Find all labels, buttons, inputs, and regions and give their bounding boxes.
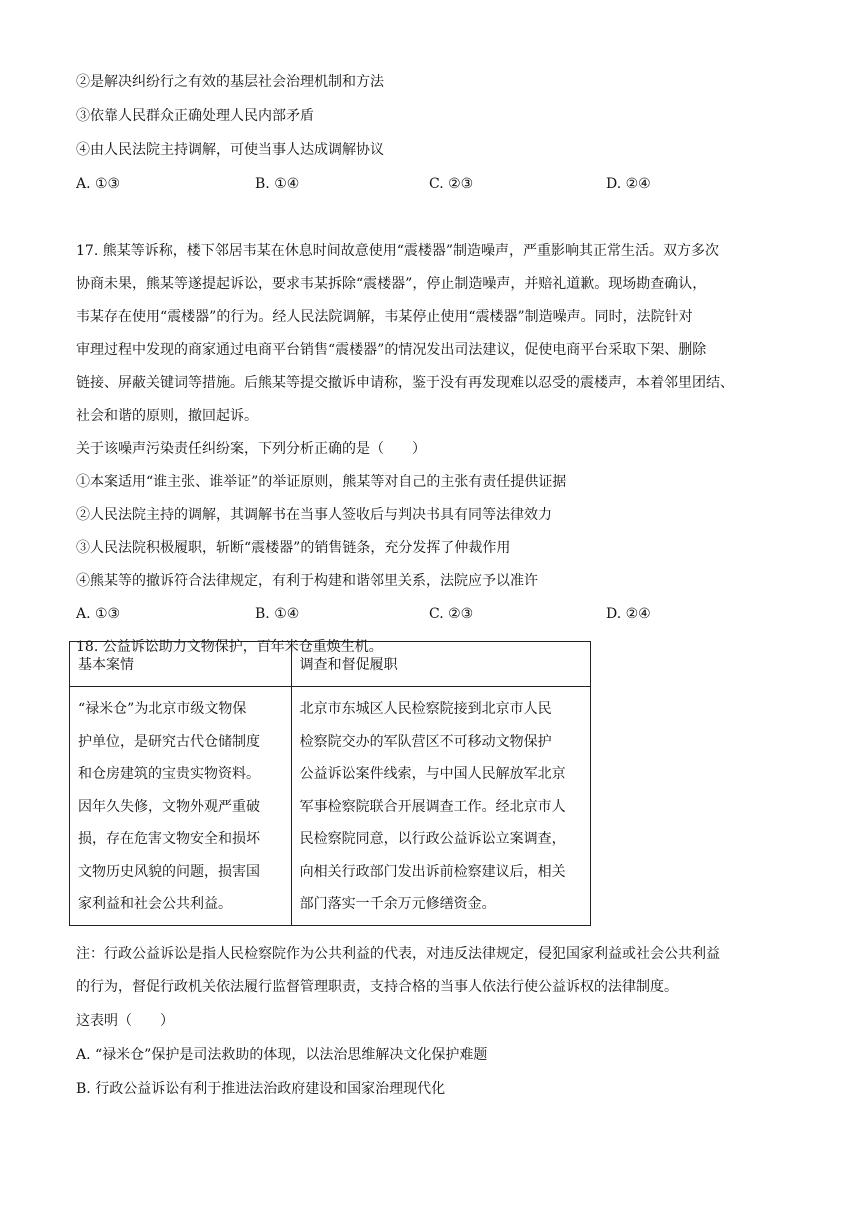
q17-item-4: ④熊某等的撤诉符合法律规定，有利于构建和谐邻里关系，法院应予以准许	[76, 573, 538, 589]
q18-stem: 18. 公益诉讼助力文物保护，百年米仓重焕生机。	[76, 639, 383, 655]
q17-option-c: C. ②③	[429, 606, 474, 622]
q17-stem-line: 审理过程中发现的商家通过电商平台销售“震楼器”的情况发出司法建议，促使电商平台采取下架、删除	[76, 342, 707, 358]
q17-item-3: ③人民法院积极履职，斩断“震楼器”的销售链条，充分发挥了仲裁作用	[76, 540, 511, 556]
q17-stem-line: 链接、屏蔽关键词等措施。后熊某等提交撤诉申请称，鉴于没有再发现难以忍受的震楼声，本着邻里团结、	[76, 375, 734, 391]
q17-options	[76, 604, 776, 624]
q18-note-line: 注：行政公益诉讼是指人民检察院作为公共利益的代表，对违反法律规定，侵犯国家利益或社会公共利益	[76, 946, 720, 962]
q17-stem-line: 协商未果，熊某等遂提起诉讼，要求韦某拆除“震楼器”，停止制造噪声，并赔礼道歉。现场勘查确认，	[76, 276, 707, 292]
q16-option-d: D. ②④	[606, 176, 651, 192]
q17-option-d: D. ②④	[606, 606, 651, 622]
q16-item-4: ④由人民法院主持调解，可使当事人达成调解协议	[76, 142, 384, 158]
q17-item-1: ①本案适用“谁主张、谁举证”的举证原则，熊某等对自己的主张有责任提供证据	[76, 474, 567, 490]
table-cell-investigation	[291, 687, 590, 926]
q18-option-a: A. “禄米仓”保护是司法救助的体现，以法治思维解决文化保护难题	[76, 1047, 488, 1063]
q16-item-3: ③依靠人民群众正确处理人民内部矛盾	[76, 108, 314, 124]
q16-option-a: A. ①③	[76, 176, 121, 192]
table-header-row	[70, 642, 591, 687]
q18-note-line: 的行为，督促行政机关依法履行监督管理职责，支持合格的当事人依法行使公益诉权的法律制度。	[76, 979, 678, 995]
investigation-text: 北京市东城区人民检察院接到北京市人民 检察院交办的军队营区不可移动文物保护 公益诉讼案件线索，与中国人民解放军北京 军事检察院联合开展调查工作。经北京市人 民检察院同意，以行政公益诉讼立案调查， 向相关行政部门发出诉前检察建议后，相关 部门落实一千余万元修缮资金。	[299, 701, 566, 912]
basic-facts-text: “禄米仓”为北京市级文物保 护单位，是研究古代仓储制度 和仓房建筑的宝贵实物资料。 因年久失修，文物外观严重破 损，存在危害文物安全和损坏 文物历史风貌的问题，损害国 家利益和社会公共利益。	[78, 701, 260, 912]
q16-option-b: B. ①④	[255, 176, 300, 192]
q17-option-a: A. ①③	[76, 606, 121, 622]
table-header-investigation: 调查和督促履职	[291, 642, 590, 687]
q17-option-b: B. ①④	[255, 606, 300, 622]
q18-option-b: B. 行政公益诉讼有利于推进法治政府建设和国家治理现代化	[76, 1081, 446, 1097]
q17-question: 关于该噪声污染责任纠纷案，下列分析正确的是（ ）	[76, 441, 426, 457]
q17-stem-line: 韦某存在使用“震楼器”的行为。经人民法院调解，韦某停止使用“震楼器”制造噪声。同时，法院针对	[76, 309, 693, 325]
q16-option-c: C. ②③	[429, 176, 474, 192]
q17-stem-line: 社会和谐的原则，撤回起诉。	[76, 408, 258, 424]
table-header-basic-facts: 基本案情	[70, 642, 292, 687]
q16-item-2: ②是解决纠纷行之有效的基层社会治理机制和方法	[76, 74, 384, 90]
table-cell-basic-facts	[70, 687, 292, 926]
table-row	[70, 687, 591, 926]
q16-options	[76, 174, 776, 194]
q18-question: 这表明（ ）	[76, 1013, 174, 1029]
q17-item-2: ②人民法院主持的调解，其调解书在当事人签收后与判决书具有同等法律效力	[76, 507, 552, 523]
q17-stem-line: 17. 熊某等诉称，楼下邻居韦某在休息时间故意使用“震楼器”制造噪声，严重影响其正常生活。双方多次	[76, 243, 720, 259]
q18-case-table	[69, 641, 591, 926]
